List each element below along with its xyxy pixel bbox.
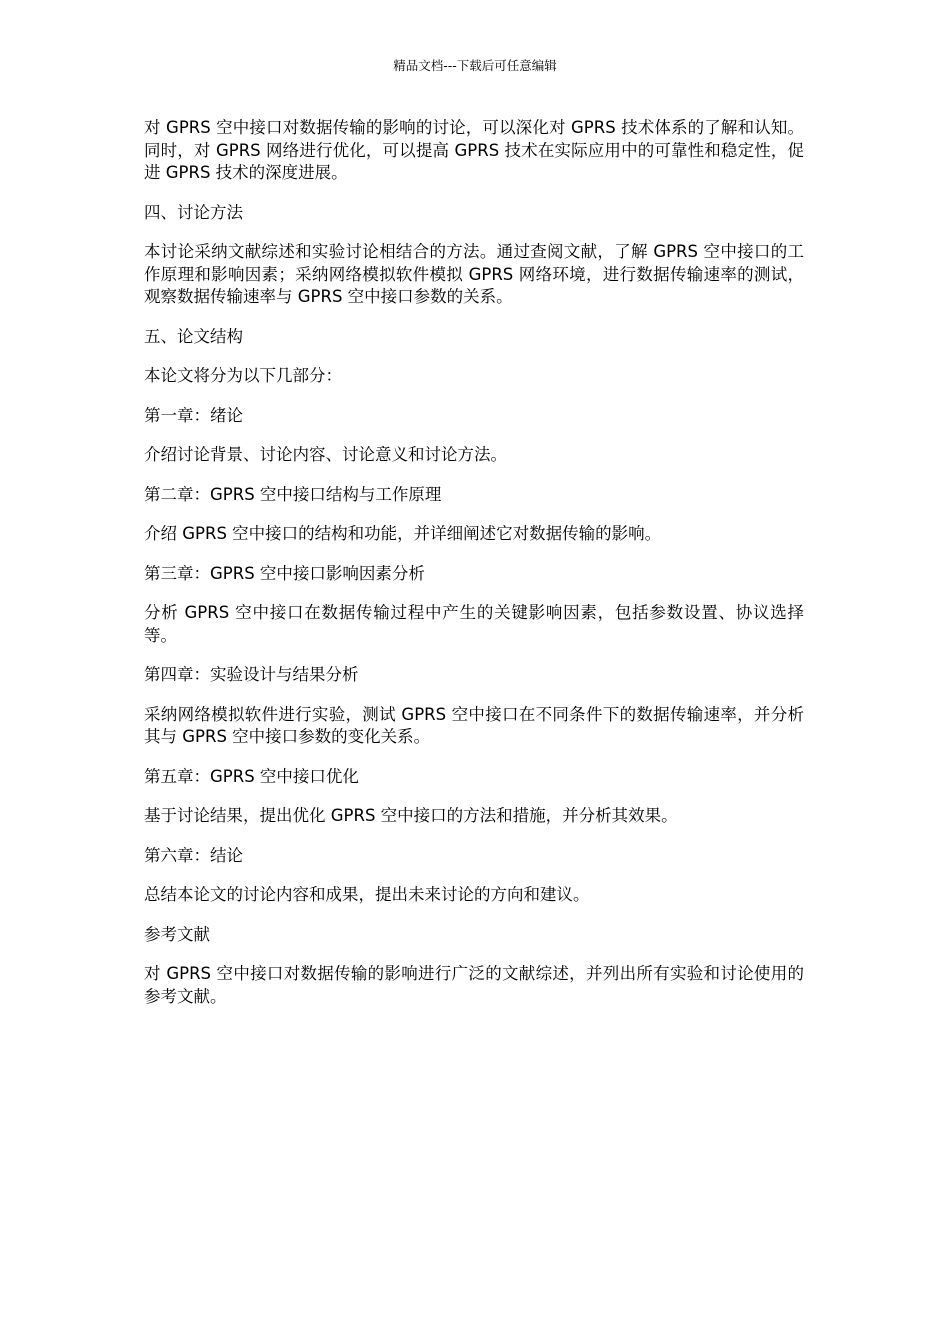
chapter-3-description: 分析 GPRS 空中接口在数据传输过程中产生的关键影响因素，包括参数设置、协议选择等。 [144, 603, 804, 645]
chapter-6-description: 总结本论文的讨论内容和成果，提出未来讨论的方向和建议。 [144, 885, 590, 904]
chapter-3-heading: 第三章：GPRS 空中接口影响因素分析 [144, 563, 425, 583]
chapter-1-description: 介绍讨论背景、讨论内容、讨论意义和讨论方法。 [144, 445, 507, 464]
references-description: 对 GPRS 空中接口对数据传输的影响进行广泛的文献综述，并列出所有实验和讨论使用的参考文献。 [144, 964, 804, 1006]
chapter-1-heading: 第一章：绪论 [144, 405, 243, 425]
section-heading-methods: 四、讨论方法 [144, 202, 243, 222]
chapter-2-description: 介绍 GPRS 空中接口的结构和功能，并详细阐述它对数据传输的影响。 [144, 524, 662, 543]
chapter-4-description: 采纳网络模拟软件进行实验，测试 GPRS 空中接口在不同条件下的数据传输速率，并分析其与 GPRS 空中接口参数的变化关系。 [144, 704, 804, 746]
chapter-2-heading: 第二章：GPRS 空中接口结构与工作原理 [144, 484, 442, 504]
document-body [144, 117, 804, 1025]
chapter-4-heading: 第四章：实验设计与结果分析 [144, 665, 359, 684]
chapter-6-heading: 第六章：结论 [144, 845, 243, 865]
chapter-5-description: 基于讨论结果，提出优化 GPRS 空中接口的方法和措施，并分析其效果。 [144, 806, 678, 825]
references-heading: 参考文献 [144, 924, 210, 944]
paragraph-methods: 本讨论采纳文献综述和实验讨论相结合的方法。通过查阅文献，了解 GPRS 空中接口的工作原理和影响因素；采纳网络模拟软件模拟 GPRS 网络环境，进行数据传输速率的测试，观察数据传输速率与 GPRS 空中接口参数的关系。 [144, 242, 804, 306]
paragraph-structure-intro: 本论文将分为以下几部分： [144, 366, 342, 385]
paragraph-intro-significance: 对 GPRS 空中接口对数据传输的影响的讨论，可以深化对 GPRS 技术体系的了解和认知。同时，对 GPRS 网络进行优化，可以提高 GPRS 技术在实际应用中的可靠性和稳定性，促进 GPRS 技术的深度进展。 [144, 118, 804, 182]
page-header: 精品文档---下载后可任意编辑 [393, 58, 557, 73]
chapter-5-heading: 第五章：GPRS 空中接口优化 [144, 766, 359, 786]
section-heading-structure: 五、论文结构 [144, 326, 243, 346]
